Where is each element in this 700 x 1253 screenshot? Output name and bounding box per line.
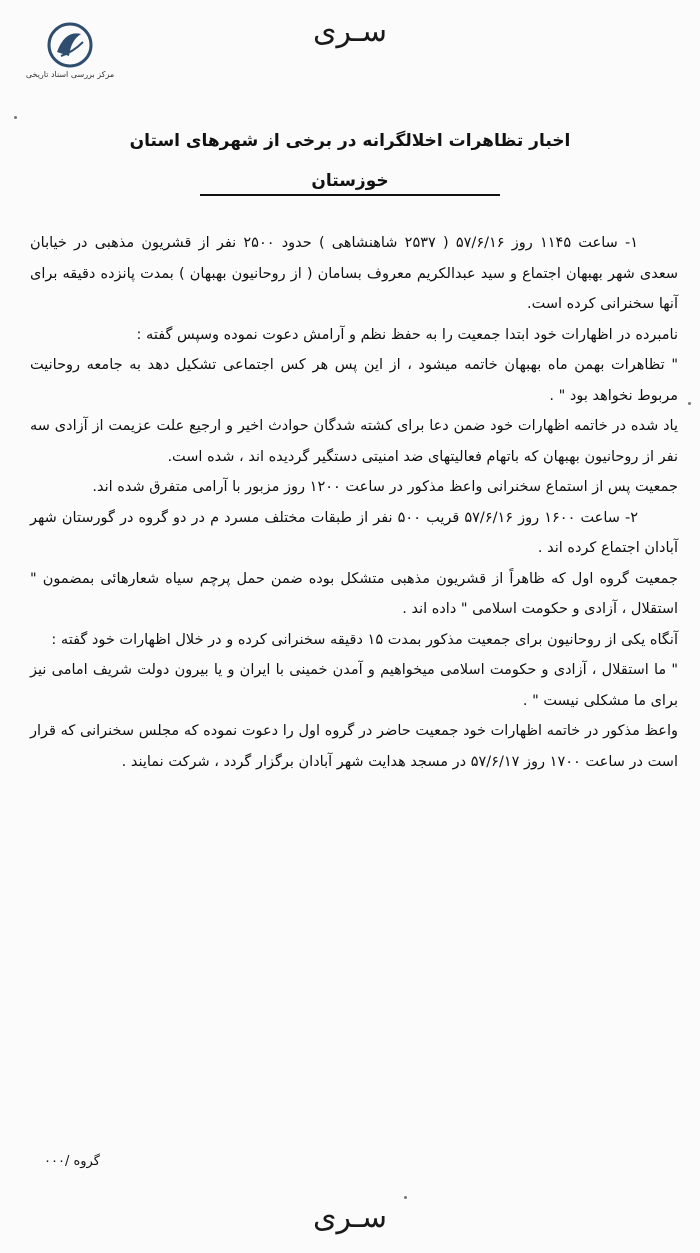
scan-speck [14,116,17,119]
document-subtitle: خوزستان [200,170,500,196]
paragraph: " ما استقلال ، آزادی و حکومت اسلامی میخواهیم و آمدن خمینی با ایران و یا بیرون دولت شریف امامی نیز برای ما مشکلی نیست " . [30,662,678,709]
paragraph: " تظاهرات بهمن ماه بهبهان خاتمه میشود ، از این پس هر کس اجتماعی تشکیل دهد به جامعه روحانیت مربوط نخواهد بود " . [30,357,678,404]
archive-logo [22,22,118,84]
document-title: اخبار تظاهرات اخلالگرانه در برخی از شهرهای استان [129,131,571,151]
document-body [30,228,678,777]
paragraph: ۱- ساعت ۱۱۴۵ روز ۵۷/۶/۱۶ ( ۲۵۳۷ شاهنشاهی ) حدود ۲۵۰۰ نفر از قشریون مذهبی در خیابان سعدی شهر بهبهان اجتماع و سید عبدالکریم معروف بسامان ( از روحانیون بهبهان ) بمدت پانزده دقیقه برای آنها سخنرانی کرده است. [30,235,678,312]
paragraph: نامبرده در اظهارات خود ابتدا جمعیت را به حفظ نظم و آرامش دعوت نموده وسپس گفته : [136,326,678,343]
paragraph: ۲- ساعت ۱۶۰۰ روز ۵۷/۶/۱۶ قریب ۵۰۰ نفر از طبقات مختلف مسرد م در دو گروه در گورستان شهر آبادان اجتماع کرده اند . [30,509,678,556]
paragraph: آنگاه یکی از روحانیون برای جمعیت مذکور بمدت ۱۵ دقیقه سخنرانی کرده و در خلال اظهارات خود گفته : [51,631,678,648]
paragraph: جمعیت گروه اول که ظاهراً از قشریون مذهبی متشکل بوده ضمن حمل پرچم سیاه شعارهائی بمضمون " استقلال ، آزادی و حکومت اسلامی " داده اند . [30,570,678,617]
scan-speck [404,1196,407,1199]
scan-speck [688,402,691,405]
paragraph: واعظ مذکور در خاتمه اظهارات خود جمعیت حاضر در گروه اول را دعوت نموده که مجلس سخنرانی که قرار است در ساعت ۱۷۰۰ روز ۵۷/۶/۱۷ در مسجد هدایت شهر آبادان برگزار گردد ، شرکت نمایند . [30,723,678,770]
classification-mark-top: سـرى [313,14,387,49]
paragraph: جمعیت پس از استماع سخنرانی واعظ مذکور در ساعت ۱۲۰۰ روز مزبور با آرامی متفرق شده اند. [92,479,678,495]
archive-seal-icon [47,22,93,68]
paragraph: یاد شده در خاتمه اظهارات خود ضمن دعا برای کشته شدگان حوادث اخیر و ارجیع علت عزیمت از آزادی سه نفر از روحانیون بهبهان که باتهام فعالیتهای ضد امنیتی دستگیر گردیده اند ، شده است. [30,418,678,465]
logo-caption: مرکز بررسی اسناد تاریخی [25,70,115,79]
group-reference: گروه /۰۰۰ [44,1154,100,1169]
classification-mark-bottom: سـرى [313,1200,387,1235]
